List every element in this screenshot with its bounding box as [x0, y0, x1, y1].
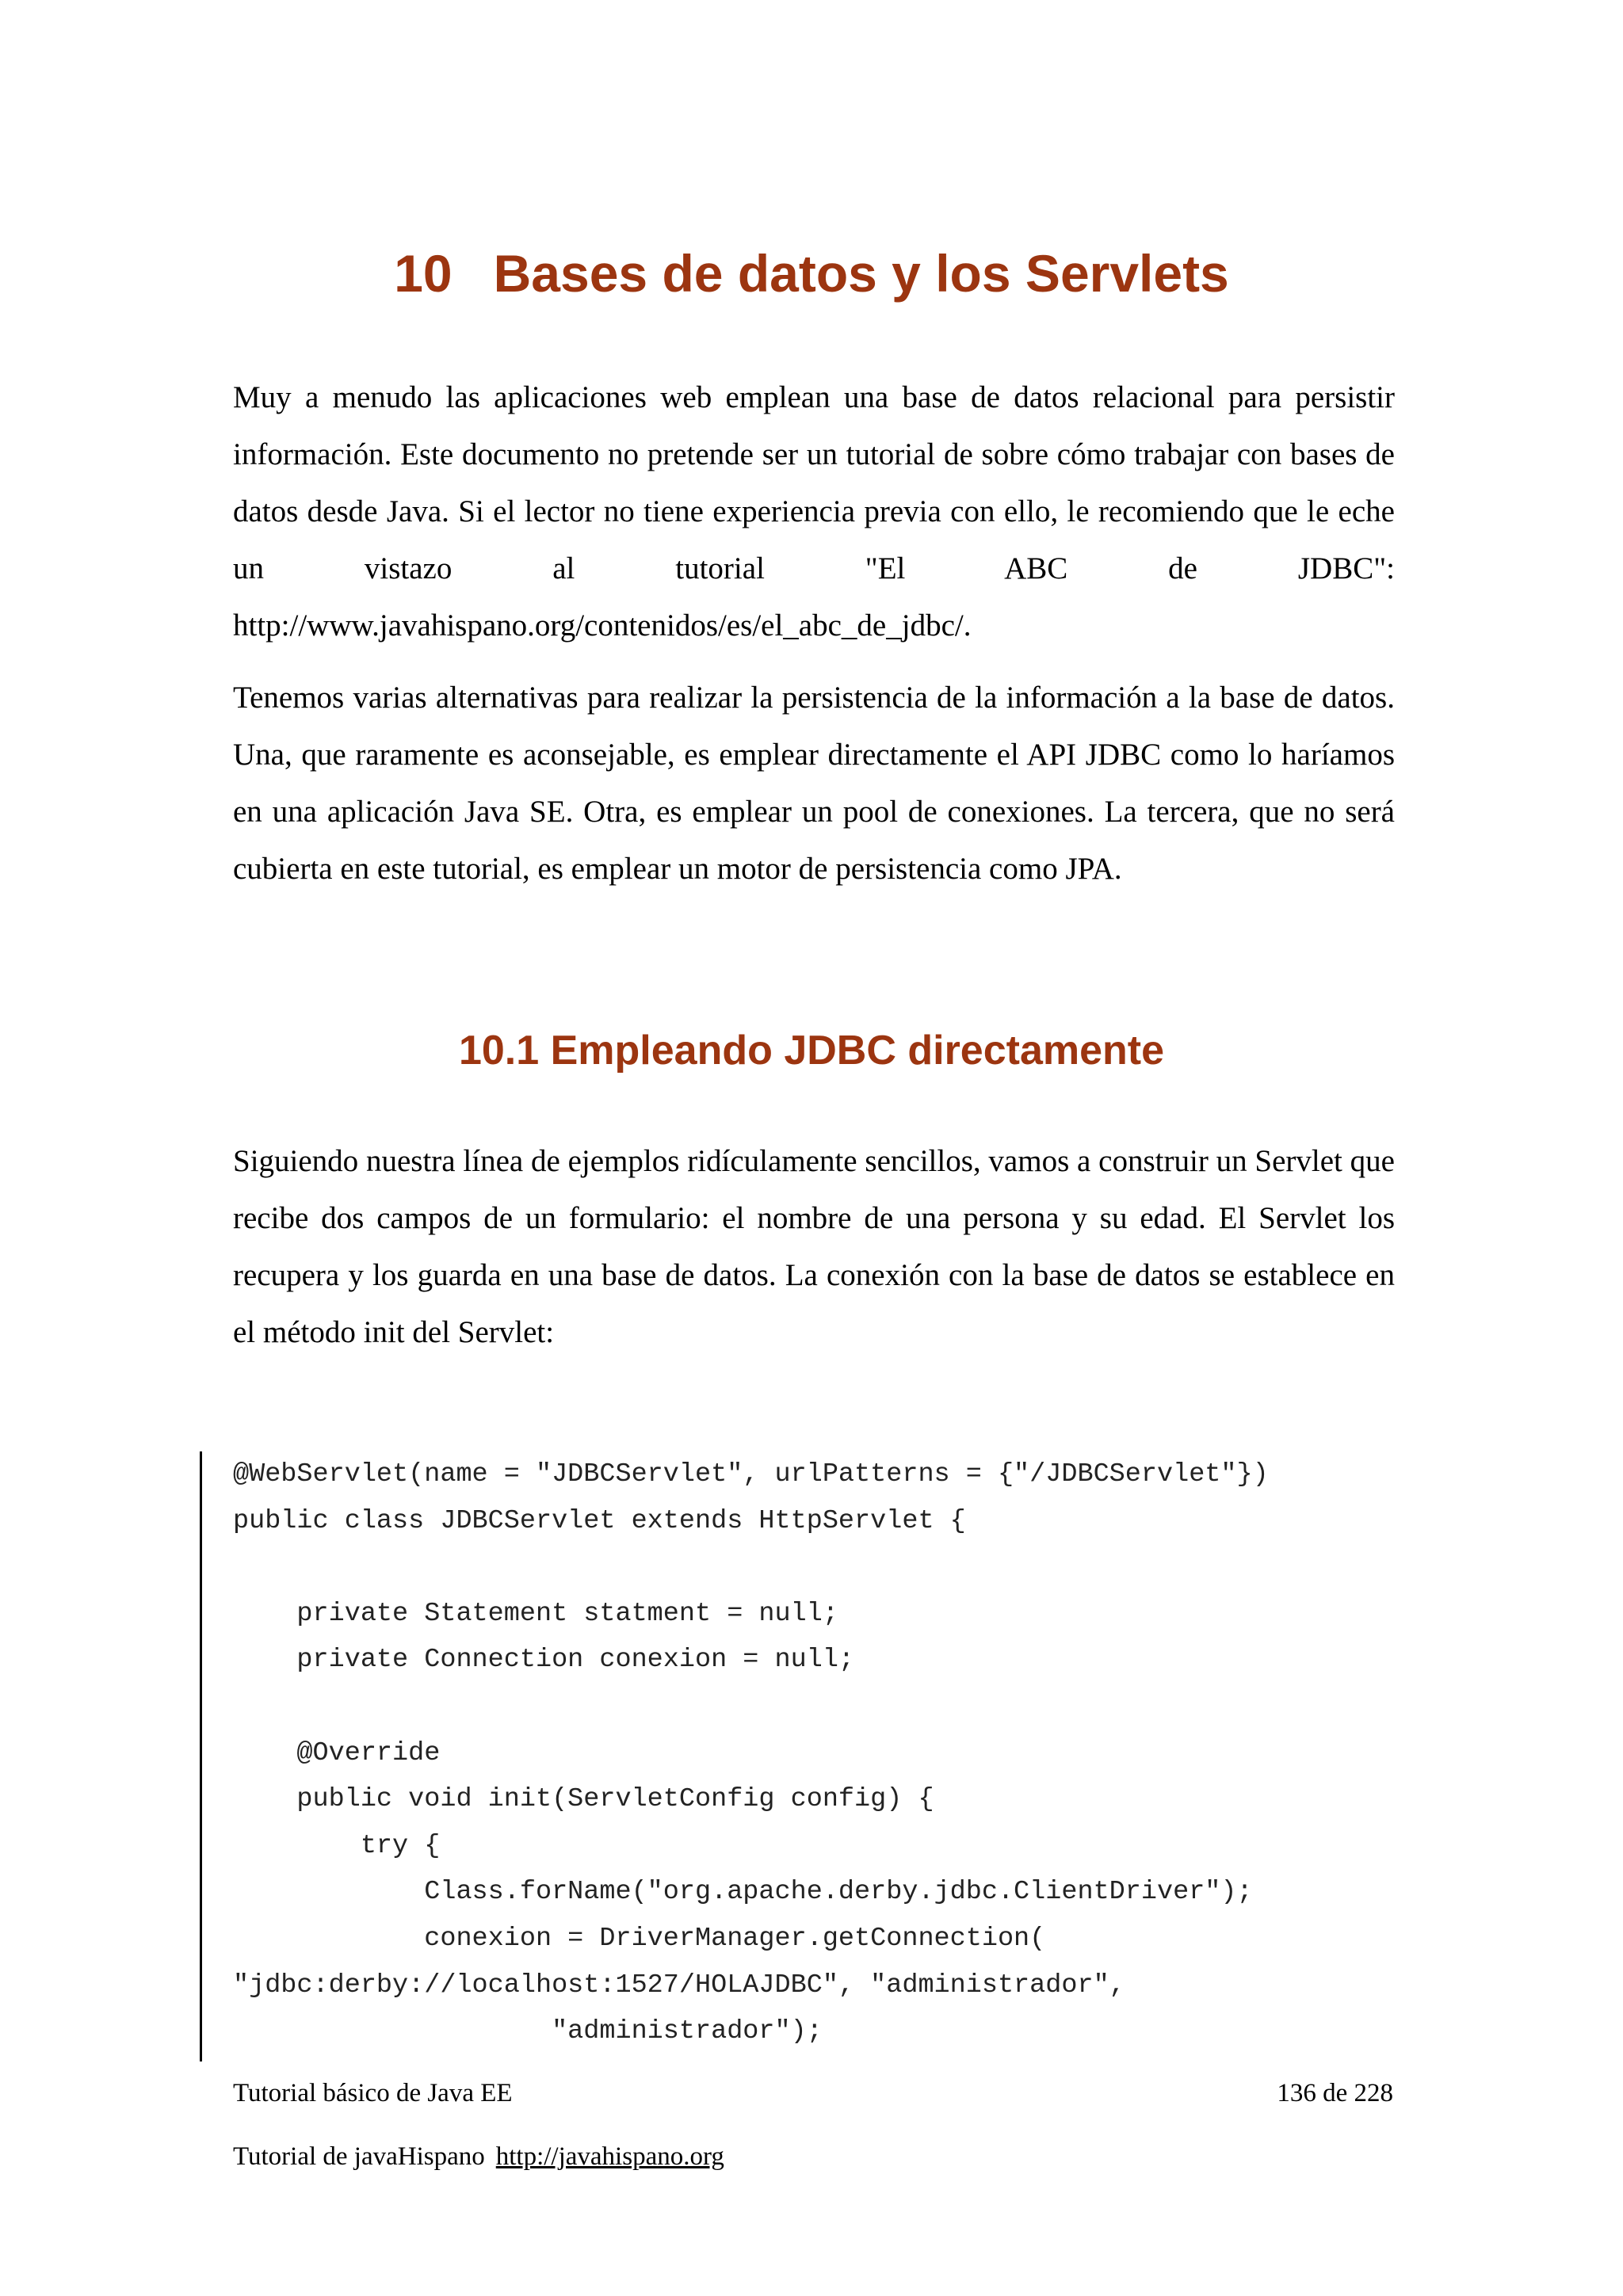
- chapter-title: [233, 238, 1390, 309]
- code-line: try {: [233, 1830, 441, 1861]
- footer-publisher: [233, 2138, 724, 2176]
- footer-book-title: Tutorial básico de Java EE: [233, 2079, 513, 2107]
- section-title-text: Empleando JDBC directamente: [550, 1028, 1165, 1074]
- code-line: "administrador");: [233, 2016, 823, 2047]
- section-paragraph: Siguiendo nuestra línea de ejemplos ridículamente sencillos, vamos a construir un Servlet que recibe dos campos de un formulario: el nombre de una persona y su edad. El Servlet los recupera y los guarda en una base de datos. La conexión con la base de datos se establece en el método init del Servlet:: [233, 1144, 1395, 1349]
- footer-publisher-link[interactable]: http://javahispano.org: [495, 2142, 724, 2171]
- code-line: private Statement statment = null;: [233, 1598, 838, 1629]
- code-line: conexion = DriverManager.getConnection(: [233, 1923, 1046, 1954]
- code-line: @Override: [233, 1737, 441, 1768]
- chapter-number: 10: [394, 244, 453, 303]
- footer-publisher-text: Tutorial de javaHispano: [233, 2142, 485, 2171]
- code-line: @WebServlet(name = "JDBCServlet", urlPatterns = {"/JDBCServlet"}): [233, 1459, 1269, 1489]
- code-line: private Connection conexion = null;: [233, 1645, 855, 1676]
- code-line: "jdbc:derby://localhost:1527/HOLAJDBC", "administrador",: [233, 1970, 1125, 2000]
- code-line: public void init(ServletConfig config) {: [233, 1784, 934, 1815]
- section-number: 10.1: [458, 1028, 540, 1074]
- code-line: public class JDBCServlet extends HttpServlet {: [233, 1505, 966, 1536]
- footer-page-number: 136 de 228: [1277, 2079, 1393, 2107]
- chapter-title-text: Bases de datos y los Servlets: [493, 244, 1229, 303]
- code-line: [233, 1544, 1269, 1591]
- code-line: [233, 1684, 1269, 1730]
- code-listing: [233, 1451, 1269, 2055]
- code-left-rule: [200, 1451, 202, 2061]
- section-title: [233, 1017, 1390, 1084]
- intro-paragraph-1: Muy a menudo las aplicaciones web emplean una base de datos relacional para persistir información. Este documento no pretende ser un tutorial de sobre cómo trabajar con bases de datos desde Java. Si el lector no tiene experiencia previa con ello, le recomiendo que le eche un vistazo al tutorial "El ABC de JDBC": http://www.javahispano.org/contenidos/es/el_abc_de_jdbc/.: [233, 380, 1395, 643]
- code-line: Class.forName("org.apache.derby.jdbc.ClientDriver");: [233, 1877, 1253, 1908]
- intro-paragraph-2: Tenemos varias alternativas para realizar la persistencia de la información a la base de datos. Una, que raramente es aconsejable, es emplear directamente el API JDBC como lo haríamos en una aplicación Java SE. Otra, es emplear un pool de conexiones. La tercera, que no será cubierta en este tutorial, es emplear un motor de persistencia como JPA.: [233, 681, 1395, 886]
